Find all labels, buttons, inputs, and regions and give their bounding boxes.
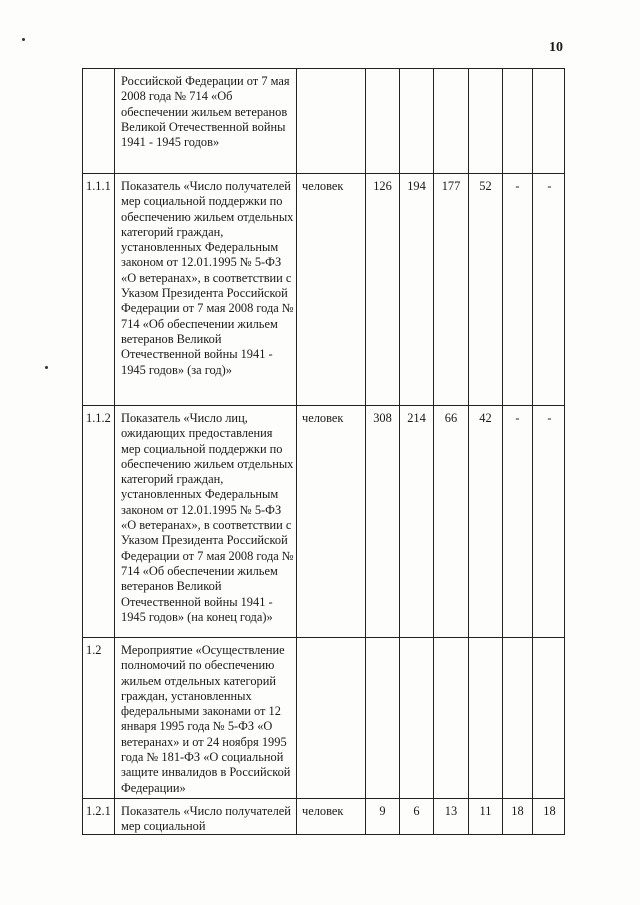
row-description: Показатель «Число получателей мер социальной поддержки по обеспечению жильем отдельных категорий граждан, установленных Федеральным законом от 12.01.1995 № 5-ФЗ «О ветеранах», в соответствии с Указом Президента Российской Федерации от 7 мая 2008 года № 714 «Об обеспечении жильем ветеранов Великой Отечественной войны 1941 - 1945 годов» (за год)»: [115, 174, 297, 405]
value-cell: [469, 69, 503, 173]
value-cell: 126: [366, 174, 400, 405]
value-cell: -: [503, 174, 533, 405]
value-cell: [469, 638, 503, 798]
value-cell: [533, 69, 566, 173]
row-number: 1.2: [83, 638, 115, 798]
table-row: [83, 69, 564, 174]
value-cell: -: [547, 411, 552, 425]
row-unit: человек: [297, 174, 366, 405]
value-cell: [503, 638, 533, 798]
value-cell: 214: [400, 406, 434, 637]
table-row: [83, 638, 564, 799]
value-cell: 42: [469, 406, 503, 637]
row-unit: человек: [297, 406, 366, 637]
value-cell: 13: [434, 799, 469, 834]
value-cell: 194: [400, 174, 434, 405]
value-cell: 6: [400, 799, 434, 834]
value-cell: 308: [366, 406, 400, 637]
row-description: Российской Федерации от 7 мая 2008 года № 714 «Об обеспечении жильем ветеранов Великой Отечественной войны 1941 - 1945 годов»: [115, 69, 297, 173]
value-cell: -: [547, 179, 552, 193]
value-cell: [434, 638, 469, 798]
row-description: Мероприятие «Осуществление полномочий по обеспечению жильем отдельных категорий граждан, установленных федеральными законами от 12 января 1995 года № 5-ФЗ «О ветеранах» и от 24 ноября 1995 года № 181-ФЗ «О социальной защите инвалидов в Российской Федерации»: [115, 638, 297, 798]
row-unit: [297, 638, 366, 798]
value-cell: [503, 69, 533, 173]
table-row: [83, 174, 564, 406]
scan-speck: [22, 38, 25, 41]
value-cell: [434, 69, 469, 173]
scan-speck: [45, 366, 48, 369]
table-row: [83, 406, 564, 638]
row-number: [83, 69, 115, 173]
row-number: 1.2.1: [83, 799, 115, 834]
row-description: Показатель «Число получателей мер социальной: [115, 799, 297, 834]
value-cell: [400, 638, 434, 798]
value-cell: 66: [434, 406, 469, 637]
row-unit: [297, 69, 366, 173]
value-cell: 18: [503, 799, 533, 834]
value-cell: 9: [366, 799, 400, 834]
value-cell: [366, 638, 400, 798]
row-description: Показатель «Число лиц, ожидающих предоставления мер социальной поддержки по обеспечению жильем отдельных категорий граждан, установленных Федеральным законом от 12.01.1995 № 5-ФЗ «О ветеранах», в соответствии с Указом Президента Российской Федерации от 7 мая 2008 года № 714 «Об обеспечении жильем ветеранов Великой Отечественной войны 1941 - 1945 годов» (на конец года)»: [115, 406, 297, 637]
value-cell: [533, 638, 566, 798]
value-cell: 11: [469, 799, 503, 834]
value-cell: -: [503, 406, 533, 637]
page-number: 10: [549, 40, 563, 55]
row-number: 1.1.2: [83, 406, 115, 637]
table-row: [83, 799, 564, 834]
value-cell: 52: [469, 174, 503, 405]
row-unit: человек: [297, 799, 366, 834]
value-cell: [400, 69, 434, 173]
value-cell: [366, 69, 400, 173]
indicators-table: [82, 68, 565, 835]
value-cell: 18: [543, 804, 556, 818]
value-cell: 177: [434, 174, 469, 405]
row-number: 1.1.1: [83, 174, 115, 405]
